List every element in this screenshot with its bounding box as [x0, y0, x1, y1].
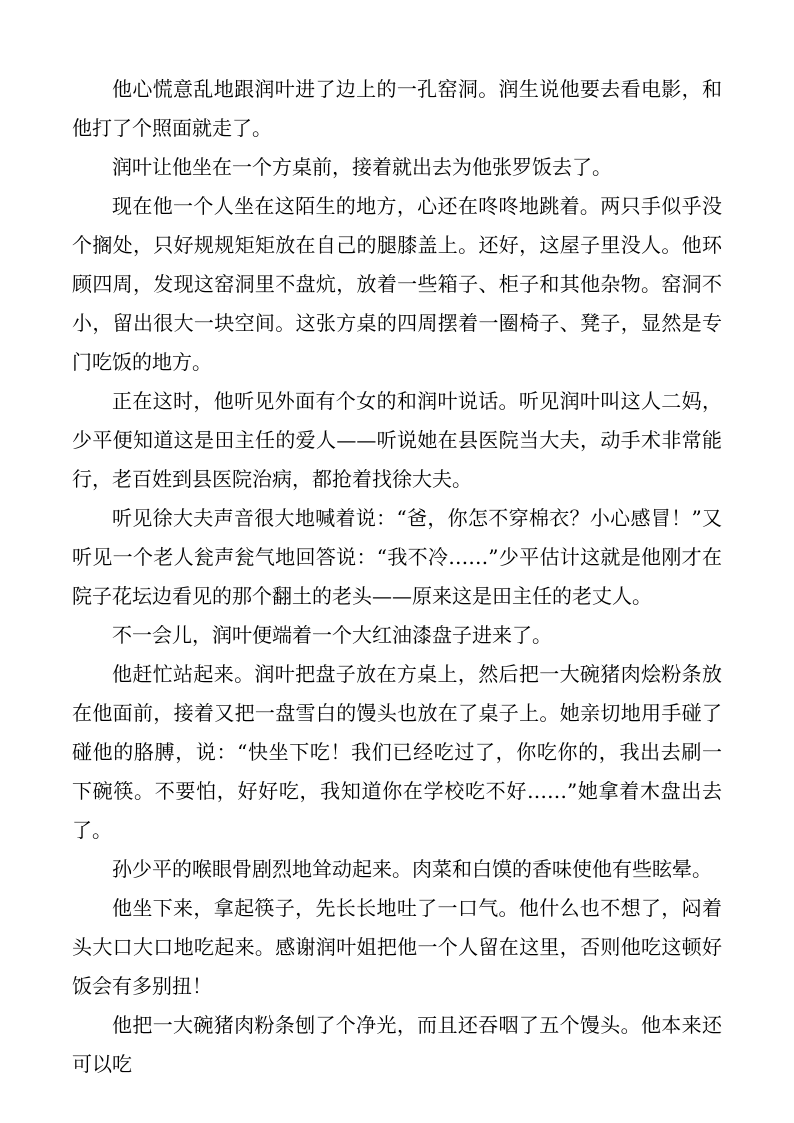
paragraph: 他心慌意乱地跟润叶进了边上的一孔窑洞。润生说他要去看电影，和他打了个照面就走了。: [72, 77, 722, 140]
paragraph: 现在他一个人坐在这陌生的地方，心还在咚咚地跳着。两只手似乎没个搁处，只好规规矩矩放在自己的腿膝盖上。还好，这屋子里没人。他环顾四周，发现这窑洞里不盘炕，放着一些箱子、柜子和其他杂物。窑洞不小，留出很大一块空间。这张方桌的四周摆着一圈椅子、凳子，显然是专门吃饭的地方。: [72, 194, 722, 374]
paragraph: 润叶让他坐在一个方桌前，接着就出去为他张罗饭去了。: [112, 155, 612, 179]
paragraph: 不一会儿，润叶便端着一个大红油漆盘子进来了。: [112, 623, 552, 647]
paragraph: 正在这时，他听见外面有个女的和润叶说话。听见润叶叫这人二妈，少平便知道这是田主任的爱人——听说她在县医院当大夫，动手术非常能行，老百姓到县医院治病，都抢着找徐大夫。: [72, 389, 722, 491]
paragraph: 他把一大碗猪肉粉条刨了个净光，而且还吞咽了五个馒头。他本来还可以吃: [72, 1013, 722, 1076]
paragraph: 听见徐大夫声音很大地喊着说：“爸，你怎不穿棉衣？小心感冒！”又听见一个老人瓮声瓮气地回答说：“我不冷……”少平估计这就是他刚才在院子花坛边看见的那个翻土的老头——原来这是田主任的老丈人。: [72, 506, 722, 608]
paragraph: 孙少平的喉眼骨剧烈地耸动起来。肉菜和白馍的香味使他有些眩晕。: [112, 857, 712, 881]
paragraph: 他赶忙站起来。润叶把盘子放在方桌上，然后把一大碗猪肉烩粉条放在他面前，接着又把一盘雪白的馒头也放在了桌子上。她亲切地用手碰了碰他的胳膊，说：“快坐下吃！我们已经吃过了，你吃你的，我出去刷一下碗筷。不要怕，好好吃，我知道你在学校吃不好……”她拿着木盘出去了。: [72, 662, 722, 842]
document-body: [72, 70, 722, 1084]
paragraph: 他坐下来，拿起筷子，先长长地吐了一口气。他什么也不想了，闷着头大口大口地吃起来。感谢润叶姐把他一个人留在这里，否则他吃这顿好饭会有多别扭！: [72, 896, 722, 998]
